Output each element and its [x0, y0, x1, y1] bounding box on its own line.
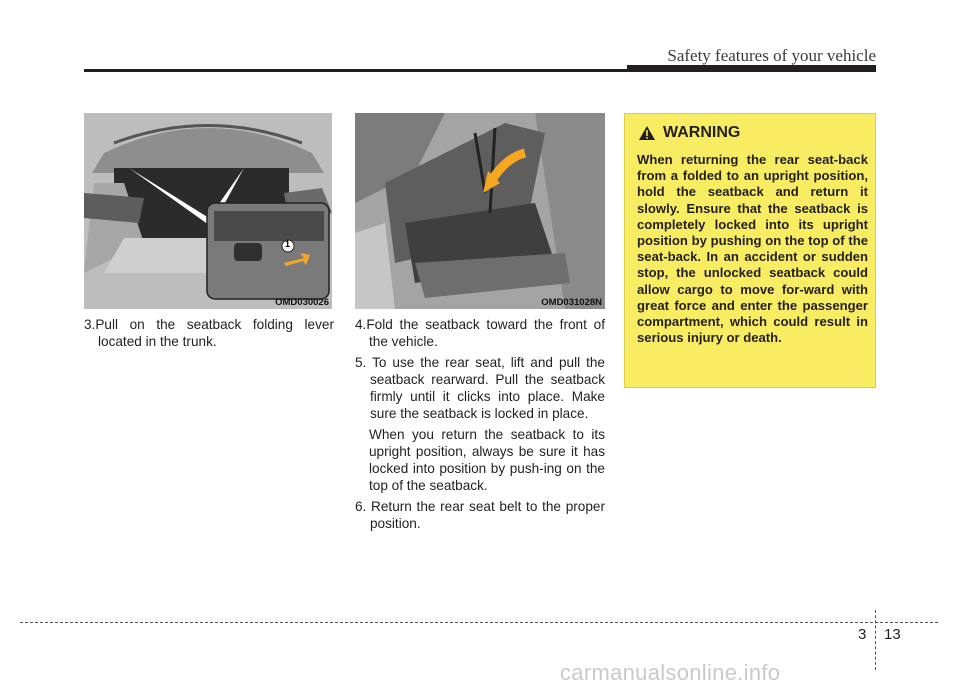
seatback-note: When you return the seatback to its upright position, always be sure it has locked into position by push-ing on the top of the seatback. — [369, 427, 605, 493]
header-tab — [627, 65, 876, 72]
trunk-illustration — [84, 113, 332, 309]
figure-caption: OMD030026 — [275, 297, 329, 308]
figure-caption: OMD031028N — [541, 297, 602, 308]
warning-text: When returning the rear seat-back from a folded to an upright position, hold the seatback and return it slowly. Ensure that the seatback is completely locked into its upright position by pushing on the top of the seat-back. In an accident or sudden stop, the unlocked seatback could allow cargo to move for-ward with great force and enter the passenger compartment, which could result in serious injury or death. — [637, 152, 868, 346]
step-3-text: 3.Pull on the seatback folding lever located in the trunk. — [84, 317, 334, 349]
warning-box — [624, 113, 876, 388]
chapter-number: 3 — [858, 626, 867, 643]
warning-triangle-icon — [639, 126, 655, 140]
figure-trunk-lever — [84, 113, 332, 309]
column-1 — [84, 316, 334, 350]
step-5-text: 5. To use the rear seat, lift and pull the seatback rearward. Pull the seatback firmly until it clicks into place. Make sure the seatback is locked in place. — [355, 355, 605, 421]
step-4-text: 4.Fold the seatback toward the front of the vehicle. — [355, 317, 605, 349]
callout-number: 1 — [285, 239, 291, 249]
page-header-title: Safety features of your vehicle — [667, 46, 876, 65]
seat-illustration — [355, 113, 605, 309]
step-6-text: 6. Return the rear seat belt to the proper position. — [355, 499, 605, 531]
figure-fold-seatback — [355, 113, 605, 309]
warning-heading — [639, 124, 740, 142]
footer-divider — [875, 610, 876, 670]
page-number: 13 — [884, 626, 901, 643]
column-2 — [355, 316, 605, 536]
watermark: carmanualsonline.info — [560, 660, 781, 685]
warning-title: WARNING — [663, 124, 741, 141]
footer-dashed-rule — [20, 622, 938, 623]
